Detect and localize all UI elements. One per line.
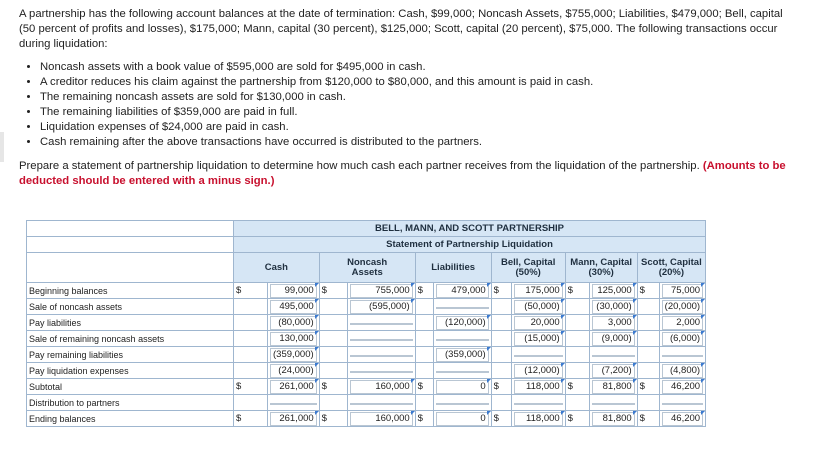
amount-input[interactable] (436, 371, 489, 373)
dollar-sign (319, 315, 347, 331)
dollar-sign: $ (491, 379, 511, 395)
dollar-sign: $ (565, 379, 589, 395)
column-header-line2: (30%) (588, 266, 614, 278)
answer-flag-icon (487, 379, 491, 383)
list-item: • The remaining liabilities of $359,000 are paid in full. (40, 105, 799, 120)
amount-input[interactable]: 118,000 (514, 380, 563, 394)
amount-input[interactable]: (24,000) (270, 364, 317, 378)
problem-intro: A partnership has the following account balances at the date of termination: Cash, $99,000; Noncash Assets, $755,000; Liabilities, $479,000; Bell, capital (50 percent of profits and losses), $175,000; Mann, capital (30 percent), $125,000; Scott, capital (20 percent), $75,000. The following transactions occur during liquidation: (19, 8, 783, 50)
amount-input[interactable] (350, 323, 413, 325)
instruction-emphasis: (Amounts to be deducted should be entered with a minus sign.) (19, 160, 786, 187)
table-row (27, 299, 706, 315)
dollar-sign (637, 331, 659, 347)
amount-cell-noncash[interactable] (347, 331, 415, 347)
amount-cell-bell[interactable] (511, 331, 565, 347)
amount-cell-liab[interactable] (433, 283, 491, 299)
amount-input[interactable]: (9,000) (592, 332, 635, 346)
statement-subtitle: Statement of Partnership Liquidation (234, 237, 706, 253)
dollar-sign (565, 299, 589, 315)
amount-input[interactable]: 175,000 (514, 284, 563, 298)
answer-flag-icon (561, 363, 565, 367)
row-label: Pay remaining liabilities (27, 347, 234, 363)
amount-input[interactable]: 81,800 (592, 412, 635, 426)
amount-cell-cash[interactable] (268, 379, 320, 395)
amount-input[interactable]: 81,800 (592, 380, 635, 394)
dollar-sign (565, 363, 589, 379)
answer-flag-icon (701, 315, 705, 319)
amount-cell-scott[interactable] (659, 331, 705, 347)
amount-cell-bell[interactable] (511, 315, 565, 331)
amount-input[interactable]: 261,000 (270, 412, 317, 426)
dollar-sign (491, 331, 511, 347)
amount-cell-bell[interactable] (511, 379, 565, 395)
dollar-sign (637, 299, 659, 315)
answer-flag-icon (487, 283, 491, 287)
amount-input[interactable]: 99,000 (270, 284, 317, 298)
answer-flag-icon (561, 331, 565, 335)
column-header-line1: Liabilities (431, 261, 476, 273)
dollar-sign (491, 315, 511, 331)
amount-cell-cash[interactable] (268, 315, 320, 331)
answer-flag-icon (315, 283, 319, 287)
dollar-sign (565, 315, 589, 331)
dollar-sign (415, 315, 433, 331)
column-header-line1: Noncash (347, 256, 388, 268)
column-header-line1: Mann, Capital (570, 256, 633, 268)
dollar-sign (637, 363, 659, 379)
amount-input[interactable] (514, 403, 563, 405)
amount-input[interactable]: 0 (436, 380, 489, 394)
amount-input[interactable]: (30,000) (592, 300, 635, 314)
dollar-sign (637, 395, 659, 411)
dollar-sign: $ (637, 379, 659, 395)
amount-cell-scott[interactable] (659, 315, 705, 331)
dollar-sign (415, 331, 433, 347)
dollar-sign (491, 347, 511, 363)
amount-input[interactable]: 46,200 (662, 412, 703, 426)
dollar-sign: $ (491, 283, 511, 299)
dollar-sign: $ (565, 283, 589, 299)
dollar-sign (234, 347, 268, 363)
answer-flag-icon (561, 283, 565, 287)
dollar-sign: $ (415, 379, 433, 395)
column-header-line2: Assets (351, 266, 383, 278)
amount-input[interactable]: 2,000 (662, 316, 703, 330)
dollar-sign (234, 331, 268, 347)
dollar-sign: $ (491, 411, 511, 427)
amount-cell-mann[interactable] (589, 363, 637, 379)
answer-flag-icon (561, 411, 565, 415)
statement-title: BELL, MANN, AND SCOTT PARTNERSHIP (234, 221, 706, 237)
amount-input[interactable]: 46,200 (662, 380, 703, 394)
column-header (491, 253, 565, 283)
dollar-sign: $ (415, 283, 433, 299)
dollar-sign (415, 347, 433, 363)
column-header-line2: (50%) (515, 266, 541, 278)
liquidation-statement-table (26, 220, 706, 427)
column-header (565, 253, 637, 283)
table-row (27, 347, 706, 363)
amount-cell-cash[interactable] (268, 331, 320, 347)
answer-flag-icon (633, 283, 637, 287)
instruction-text: Prepare a statement of partnership liquidation to determine how much cash each partner receives from the liquidation of the partnership. (19, 160, 700, 172)
answer-flag-icon (561, 315, 565, 319)
blank-header-cell (27, 237, 234, 253)
amount-input[interactable] (662, 355, 703, 357)
answer-flag-icon (561, 379, 565, 383)
sidebar-marker (0, 132, 4, 162)
amount-input[interactable]: 160,000 (350, 380, 413, 394)
answer-flag-icon (701, 363, 705, 367)
amount-cell-noncash[interactable] (347, 347, 415, 363)
answer-flag-icon (315, 315, 319, 319)
table-row (27, 363, 706, 379)
amount-cell-liab[interactable] (433, 331, 491, 347)
answer-flag-icon (701, 331, 705, 335)
amount-cell-mann[interactable] (589, 283, 637, 299)
amount-input[interactable]: (4,800) (662, 364, 703, 378)
answer-flag-icon (701, 411, 705, 415)
amount-input[interactable] (350, 355, 413, 357)
amount-input[interactable]: 755,000 (350, 284, 413, 298)
transaction-list (19, 60, 799, 150)
answer-flag-icon (487, 347, 491, 351)
column-header (415, 253, 491, 283)
amount-cell-scott[interactable] (659, 395, 705, 411)
amount-cell-scott[interactable] (659, 411, 705, 427)
list-item: • Noncash assets with a book value of $595,000 are sold for $495,000 in cash. (40, 60, 799, 75)
dollar-sign (234, 299, 268, 315)
row-label: Sale of noncash assets (27, 299, 234, 315)
amount-cell-mann[interactable] (589, 379, 637, 395)
amount-input[interactable]: 118,000 (514, 412, 563, 426)
dollar-sign (234, 363, 268, 379)
amount-input[interactable] (592, 355, 635, 357)
amount-cell-liab[interactable] (433, 379, 491, 395)
amount-cell-cash[interactable] (268, 411, 320, 427)
amount-cell-bell[interactable] (511, 347, 565, 363)
dollar-sign: $ (319, 379, 347, 395)
answer-flag-icon (561, 299, 565, 303)
table-row (27, 379, 706, 395)
column-header-line1: Bell, Capital (500, 256, 556, 268)
amount-cell-bell[interactable] (511, 299, 565, 315)
column-header-line2: (20%) (658, 266, 685, 278)
amount-input[interactable] (514, 355, 563, 357)
dollar-sign: $ (234, 411, 268, 427)
amount-cell-mann[interactable] (589, 347, 637, 363)
amount-cell-mann[interactable] (589, 331, 637, 347)
amount-cell-bell[interactable] (511, 395, 565, 411)
amount-input[interactable]: 20,000 (514, 316, 563, 330)
amount-cell-scott[interactable] (659, 347, 705, 363)
answer-flag-icon (701, 299, 705, 303)
answer-flag-icon (633, 299, 637, 303)
answer-flag-icon (315, 363, 319, 367)
amount-input[interactable]: 125,000 (592, 284, 635, 298)
answer-flag-icon (487, 315, 491, 319)
amount-cell-cash[interactable] (268, 363, 320, 379)
amount-cell-liab[interactable] (433, 411, 491, 427)
amount-cell-scott[interactable] (659, 379, 705, 395)
amount-cell-cash[interactable] (268, 299, 320, 315)
dollar-sign (565, 395, 589, 411)
amount-input[interactable]: 160,000 (350, 412, 413, 426)
amount-cell-liab[interactable] (433, 363, 491, 379)
amount-cell-noncash[interactable] (347, 395, 415, 411)
amount-input[interactable] (436, 403, 489, 405)
amount-cell-noncash[interactable] (347, 379, 415, 395)
dollar-sign (491, 299, 511, 315)
blank-header-cell (27, 221, 234, 237)
dollar-sign (319, 395, 347, 411)
amount-input[interactable]: (80,000) (270, 316, 317, 330)
answer-flag-icon (315, 331, 319, 335)
answer-flag-icon (315, 379, 319, 383)
list-item: • The remaining noncash assets are sold for $130,000 in cash. (40, 90, 799, 105)
amount-cell-cash[interactable] (268, 347, 320, 363)
row-label: Ending balances (27, 411, 234, 427)
column-header-line1: Scott, Capital (641, 256, 702, 268)
amount-input[interactable] (270, 403, 317, 405)
amount-input[interactable]: 3,000 (592, 316, 635, 330)
amount-input[interactable]: (6,000) (662, 332, 703, 346)
amount-input[interactable] (350, 371, 413, 373)
blank-header-cell (27, 253, 234, 283)
column-header-line1: Cash (264, 261, 288, 273)
amount-cell-cash[interactable] (268, 283, 320, 299)
amount-input[interactable] (436, 339, 489, 341)
answer-flag-icon (411, 411, 415, 415)
answer-flag-icon (315, 411, 319, 415)
answer-flag-icon (701, 379, 705, 383)
answer-flag-icon (633, 379, 637, 383)
amount-cell-liab[interactable] (433, 347, 491, 363)
table-row (27, 395, 706, 411)
column-header (234, 253, 320, 283)
amount-cell-mann[interactable] (589, 299, 637, 315)
list-item: • Cash remaining after the above transactions have occurred is distributed to the partners. (40, 135, 799, 150)
answer-flag-icon (487, 411, 491, 415)
row-label: Beginning balances (27, 283, 234, 299)
amount-input[interactable]: (15,000) (514, 332, 563, 346)
table-row (27, 411, 706, 427)
amount-cell-liab[interactable] (433, 315, 491, 331)
dollar-sign: $ (234, 379, 268, 395)
answer-flag-icon (411, 379, 415, 383)
answer-flag-icon (315, 299, 319, 303)
dollar-sign (565, 347, 589, 363)
dollar-sign (637, 315, 659, 331)
amount-input[interactable] (350, 339, 413, 341)
amount-input[interactable]: 495,000 (270, 300, 317, 314)
amount-input[interactable]: 479,000 (436, 284, 489, 298)
dollar-sign: $ (637, 283, 659, 299)
dollar-sign (415, 299, 433, 315)
amount-input[interactable]: 75,000 (662, 284, 703, 298)
amount-cell-noncash[interactable] (347, 283, 415, 299)
amount-cell-mann[interactable] (589, 315, 637, 331)
answer-flag-icon (411, 283, 415, 287)
dollar-sign (565, 331, 589, 347)
dollar-sign (491, 363, 511, 379)
dollar-sign (415, 363, 433, 379)
amount-input[interactable] (350, 403, 413, 405)
amount-cell-bell[interactable] (511, 283, 565, 299)
amount-cell-noncash[interactable] (347, 315, 415, 331)
answer-flag-icon (633, 331, 637, 335)
amount-input[interactable]: 0 (436, 412, 489, 426)
amount-input[interactable]: (20,000) (662, 300, 703, 314)
amount-input[interactable]: (12,000) (514, 364, 563, 378)
amount-input[interactable]: (120,000) (436, 316, 489, 330)
amount-cell-liab[interactable] (433, 299, 491, 315)
dollar-sign: $ (415, 411, 433, 427)
amount-cell-mann[interactable] (589, 411, 637, 427)
column-header (319, 253, 415, 283)
dollar-sign (415, 395, 433, 411)
amount-input[interactable]: 261,000 (270, 380, 317, 394)
amount-input[interactable] (592, 403, 635, 405)
dollar-sign (319, 331, 347, 347)
amount-input[interactable]: (50,000) (514, 300, 563, 314)
amount-cell-liab[interactable] (433, 395, 491, 411)
row-label: Sale of remaining noncash assets (27, 331, 234, 347)
amount-cell-bell[interactable] (511, 363, 565, 379)
dollar-sign (637, 347, 659, 363)
answer-flag-icon (633, 411, 637, 415)
amount-cell-cash[interactable] (268, 395, 320, 411)
dollar-sign (234, 315, 268, 331)
dollar-sign: $ (319, 283, 347, 299)
dollar-sign (319, 363, 347, 379)
amount-input[interactable]: 130,000 (270, 332, 317, 346)
table-row (27, 315, 706, 331)
dollar-sign: $ (234, 283, 268, 299)
dollar-sign: $ (319, 411, 347, 427)
amount-cell-noncash[interactable] (347, 363, 415, 379)
table-row (27, 331, 706, 347)
answer-flag-icon (701, 283, 705, 287)
dollar-sign (491, 395, 511, 411)
row-label: Distribution to partners (27, 395, 234, 411)
amount-cell-mann[interactable] (589, 395, 637, 411)
amount-cell-noncash[interactable] (347, 411, 415, 427)
amount-cell-noncash[interactable] (347, 299, 415, 315)
amount-cell-scott[interactable] (659, 299, 705, 315)
dollar-sign: $ (637, 411, 659, 427)
problem-text (19, 7, 799, 189)
instruction (19, 159, 799, 189)
answer-flag-icon (411, 299, 415, 303)
dollar-sign (319, 347, 347, 363)
amount-input[interactable]: (359,000) (270, 348, 317, 362)
row-label: Pay liabilities (27, 315, 234, 331)
answer-flag-icon (633, 315, 637, 319)
amount-cell-scott[interactable] (659, 363, 705, 379)
amount-input[interactable]: (7,200) (592, 364, 635, 378)
dollar-sign: $ (565, 411, 589, 427)
row-label: Subtotal (27, 379, 234, 395)
amount-input[interactable]: (359,000) (436, 348, 489, 362)
list-item: • Liquidation expenses of $24,000 are paid in cash. (40, 120, 799, 135)
dollar-sign (234, 395, 268, 411)
amount-input[interactable] (436, 307, 489, 309)
amount-input[interactable]: (595,000) (350, 300, 413, 314)
answer-flag-icon (315, 347, 319, 351)
dollar-sign (319, 299, 347, 315)
column-header (637, 253, 705, 283)
row-label: Pay liquidation expenses (27, 363, 234, 379)
list-item: • A creditor reduces his claim against the partnership from $120,000 to $80,000, and this amount is paid in cash. (40, 75, 799, 90)
amount-input[interactable] (662, 403, 703, 405)
table-row (27, 283, 706, 299)
amount-cell-bell[interactable] (511, 411, 565, 427)
amount-cell-scott[interactable] (659, 283, 705, 299)
answer-flag-icon (633, 363, 637, 367)
